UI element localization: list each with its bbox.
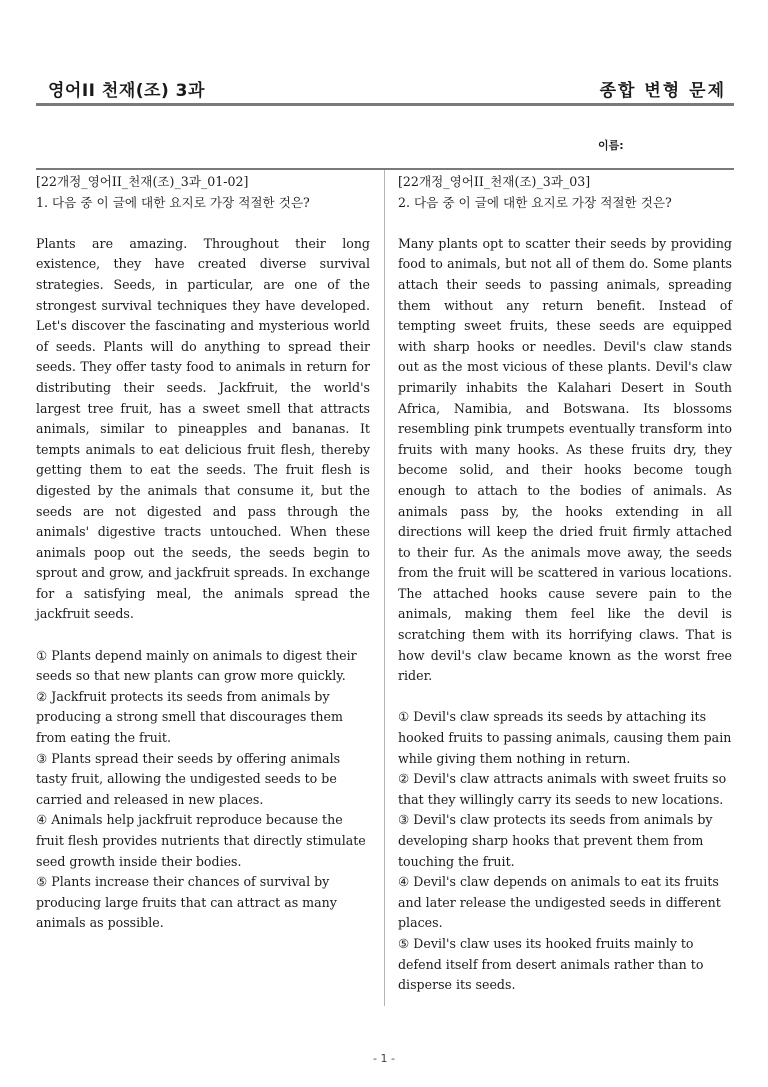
question-2 <box>398 172 732 996</box>
choice-3: ③ Plants spread their seeds by offering animals tasty fruit, allowing the undigested seeds to be carried and released in new places. <box>36 750 341 807</box>
answer-choices <box>398 707 732 995</box>
choice-5: ⑤ Devil's claw uses its hooked fruits mainly to defend itself from desert animals rather than to disperse its seeds. <box>398 935 704 993</box>
question-1 <box>36 172 370 934</box>
choice-1: ① Plants depend mainly on animals to digest their seeds so that new plants can grow more quickly. <box>36 647 357 684</box>
name-label: 이름: <box>598 139 624 152</box>
question-prompt: 1. 다음 중 이 글에 대한 요지로 가장 적절한 것은? <box>36 194 310 210</box>
passage: Many plants opt to scatter their seeds by providing food to animals, but not all of them do. Some plants attach their seeds to passing animals, spreading them without any return benefit. Instead of tempting sweet fruits, these seeds are equipped with sharp hooks or needles. Devil's claw stands out as the most vicious of these plants. Devil's claw primarily inhabits the Kalahari Desert in South Africa, Namibia, and Botswana. Its blossoms resembling pink trumpets eventually transform into fruits with many hooks. As these fruits dry, they become solid, and their hooks become tough enough to attach to the bodies of animals. As animals pass by, the hooks extending in all directions will keep the dried fruit firmly attached to their fur. As the animals move away, the seeds from the fruit will be scattered in various locations. The attached hooks cause severe pain to the animals, making them feel like the devil is scratching them with its horrifying claws. That is how devil's claw became known as the worst free rider. <box>398 235 732 684</box>
choice-2: ② Devil's claw attracts animals with sweet fruits so that they willingly carry its seeds to new locations. <box>398 771 727 807</box>
question-source: [22개정_영어II_천재(조)_3과_01-02] <box>36 174 249 189</box>
passage: Plants are amazing. Throughout their long existence, they have created diverse survival strategies. Seeds, in particular, are one of the strongest survival techniques they have developed. Let's discover the fascinating and mysterious world of seeds. Plants will do anything to spread their seeds. They offer tasty food to animals in return for distributing their seeds. Jackfruit, the world's largest tree fruit, has a sweet smell that attracts animals, similar to pineapples and bananas. It tempts animals to eat delicious fruit flesh, thereby getting them to eat the seeds. The fruit flesh is digested by the animals that consume it, but the seeds are not digested and pass through the animals' digestive tracts untouched. When these animals poop out the seeds, the seeds begin to sprout and grow, and jackfruit spreads. In exchange for a satisfying meal, the animals spread the jackfruit seeds. <box>36 235 370 622</box>
question-prompt: 2. 다음 중 이 글에 대한 요지로 가장 적절한 것은? <box>398 194 672 210</box>
column-divider <box>384 170 385 1006</box>
question-source: [22개정_영어II_천재(조)_3과_03] <box>398 174 591 189</box>
choice-4: ④ Devil's claw depends on animals to eat its fruits and later release the undigested seeds in different places. <box>398 874 721 931</box>
choice-3: ③ Devil's claw protects its seeds from animals by developing sharp hooks that prevent them from touching the fruit. <box>398 812 713 869</box>
choice-5: ⑤ Plants increase their chances of survival by producing large fruits that can attract as many animals as possible. <box>36 874 337 931</box>
choice-4: ④ Animals help jackfruit reproduce because the fruit flesh provides nutrients that directly stimulate seed growth inside their bodies. <box>36 812 366 869</box>
answer-choices <box>36 646 370 934</box>
document-subtitle: 종합 변형 문제 <box>599 81 726 101</box>
name-rule <box>36 168 734 170</box>
choice-2: ② Jackfruit protects its seeds from animals by producing a strong smell that discourages them from eating the fruit. <box>36 688 343 746</box>
page-number: - 1 - <box>373 1052 395 1065</box>
document-title: 영어II 천재(조) 3과 <box>48 81 205 101</box>
header-rule <box>36 103 734 106</box>
choice-1: ① Devil's claw spreads its seeds by attaching its hooked fruits to passing animals, causing them pain while giving them nothing in return. <box>398 709 732 766</box>
